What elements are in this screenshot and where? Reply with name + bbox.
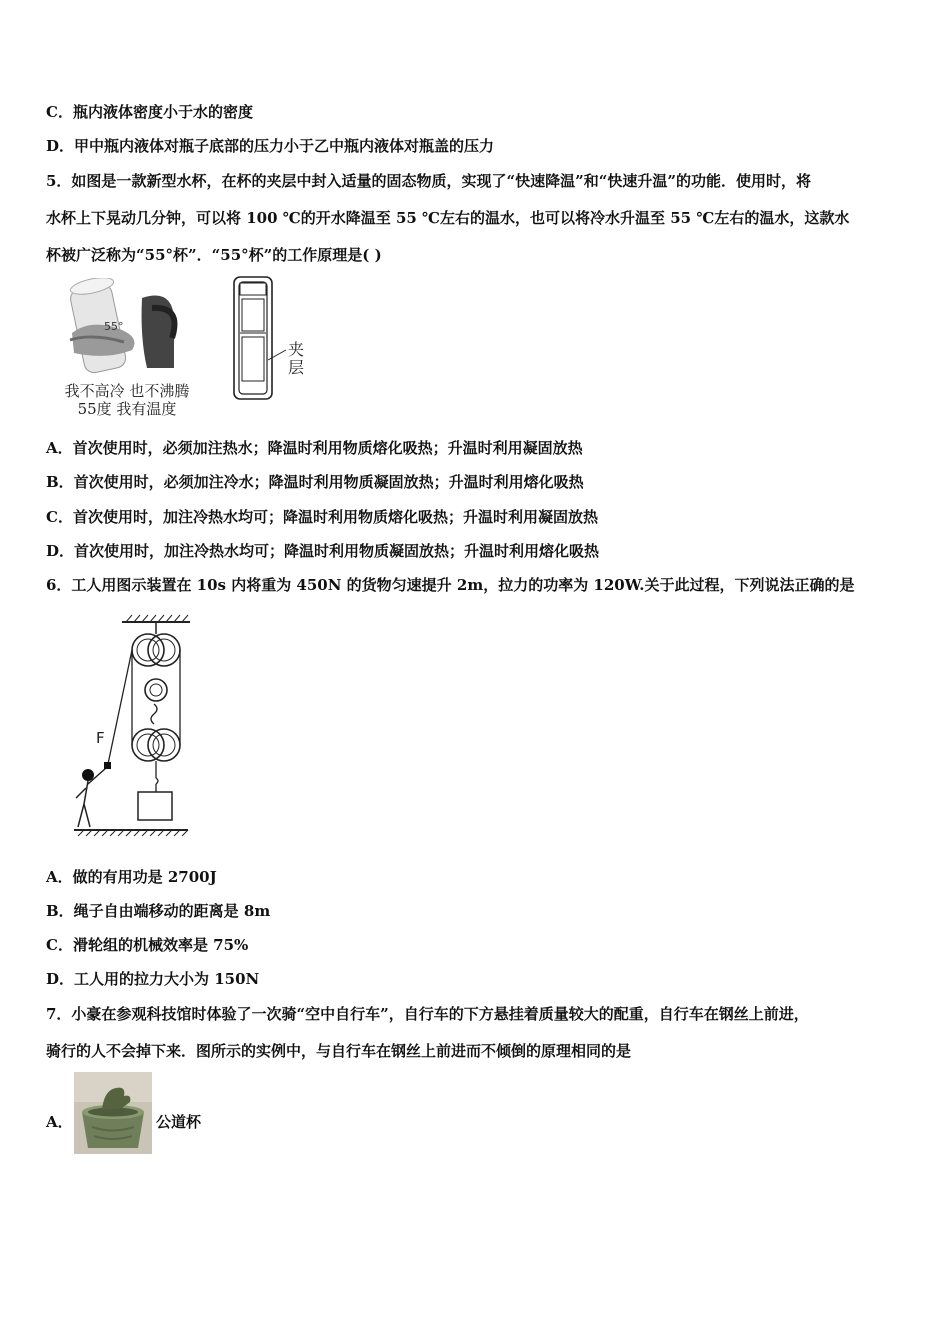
q5-option-c: C．首次使用时，加注冷热水均可；降温时利用物质熔化吸热；升温时利用凝固放热 xyxy=(46,508,598,526)
photo-caption-line2: 55度 我有温度 xyxy=(77,400,177,418)
q5-cup-photo xyxy=(52,278,202,418)
q4-option-c: C．瓶内液体密度小于水的密度 xyxy=(46,103,253,121)
hand-cup-illustration xyxy=(52,278,202,378)
q6-option-d: D．工人用的拉力大小为 150N xyxy=(46,970,260,988)
q5-option-b: B．首次使用时，必须加注冷水；降温时利用物质凝固放热；升温时利用熔化吸热 xyxy=(46,473,584,491)
q5-stem-line1: 5．如图是一款新型水杯，在杯的夹层中封入适量的固态物质，实现了“快速降温”和“快速升温”的功能．使用时，将 xyxy=(46,172,811,190)
q7-stem-line1: 7．小豪在参观科技馆时体验了一次骑“空中自行车”，自行车的下方悬挂着质量较大的配重，自行车在钢丝上前进， xyxy=(46,1005,809,1023)
q6-option-b: B．绳子自由端移动的距离是 8m xyxy=(46,902,271,920)
q6-option-a: A．做的有用功是 2700J xyxy=(46,868,217,886)
q7-option-a-text: 公道杯 xyxy=(156,1113,202,1131)
gongdao-cup-photo xyxy=(74,1072,152,1154)
pulley-system xyxy=(70,612,200,847)
q7-option-a-letter: A． xyxy=(46,1113,73,1131)
worker-head xyxy=(82,769,94,781)
q5-option-d: D．首次使用时，加注冷热水均可；降温时利用物质凝固放热；升温时利用熔化吸热 xyxy=(46,542,600,560)
pulley-middle xyxy=(145,679,167,701)
diagram-label-jia: 夹 xyxy=(288,340,305,359)
gongdao-cup-illustration xyxy=(74,1072,152,1154)
cup-label: 55° xyxy=(104,320,124,333)
q6-pulley-diagram xyxy=(70,612,200,847)
q6-option-c: C．滑轮组的机械效率是 75% xyxy=(46,936,249,954)
force-label: F xyxy=(96,729,105,747)
load-box xyxy=(138,792,172,820)
q5-stem-line3: 杯被广泛称为“55°杯”．“55°杯”的工作原理是( ) xyxy=(46,246,382,264)
diagram-label-ceng: 层 xyxy=(288,358,305,377)
q5-option-a: A．首次使用时，必须加注热水；降温时利用物质熔化吸热；升温时利用凝固放热 xyxy=(46,439,583,457)
photo-caption-line1: 我不高冷 也不沸腾 xyxy=(64,382,190,400)
q7-stem-line2: 骑行的人不会掉下来．图所示的实例中，与自行车在钢丝上前进而不倾倒的原理相同的是 xyxy=(46,1042,632,1060)
q4-option-d: D．甲中瓶内液体对瓶子底部的压力小于乙中瓶内液体对瓶盖的压力 xyxy=(46,137,495,155)
q5-cup-diagram xyxy=(228,275,318,405)
q6-stem: 6．工人用图示装置在 10s 内将重为 450N 的货物匀速提升 2m，拉力的功率为 120W.关于此过程，下列说法正确的是 xyxy=(46,576,855,594)
q5-stem-line2: 水杯上下晃动几分钟，可以将 100 ℃的开水降温至 55 ℃左右的温水，也可以将冷水升温至 55 ℃左右的温水，这款水 xyxy=(46,209,850,227)
cup-cross-section xyxy=(228,275,318,405)
